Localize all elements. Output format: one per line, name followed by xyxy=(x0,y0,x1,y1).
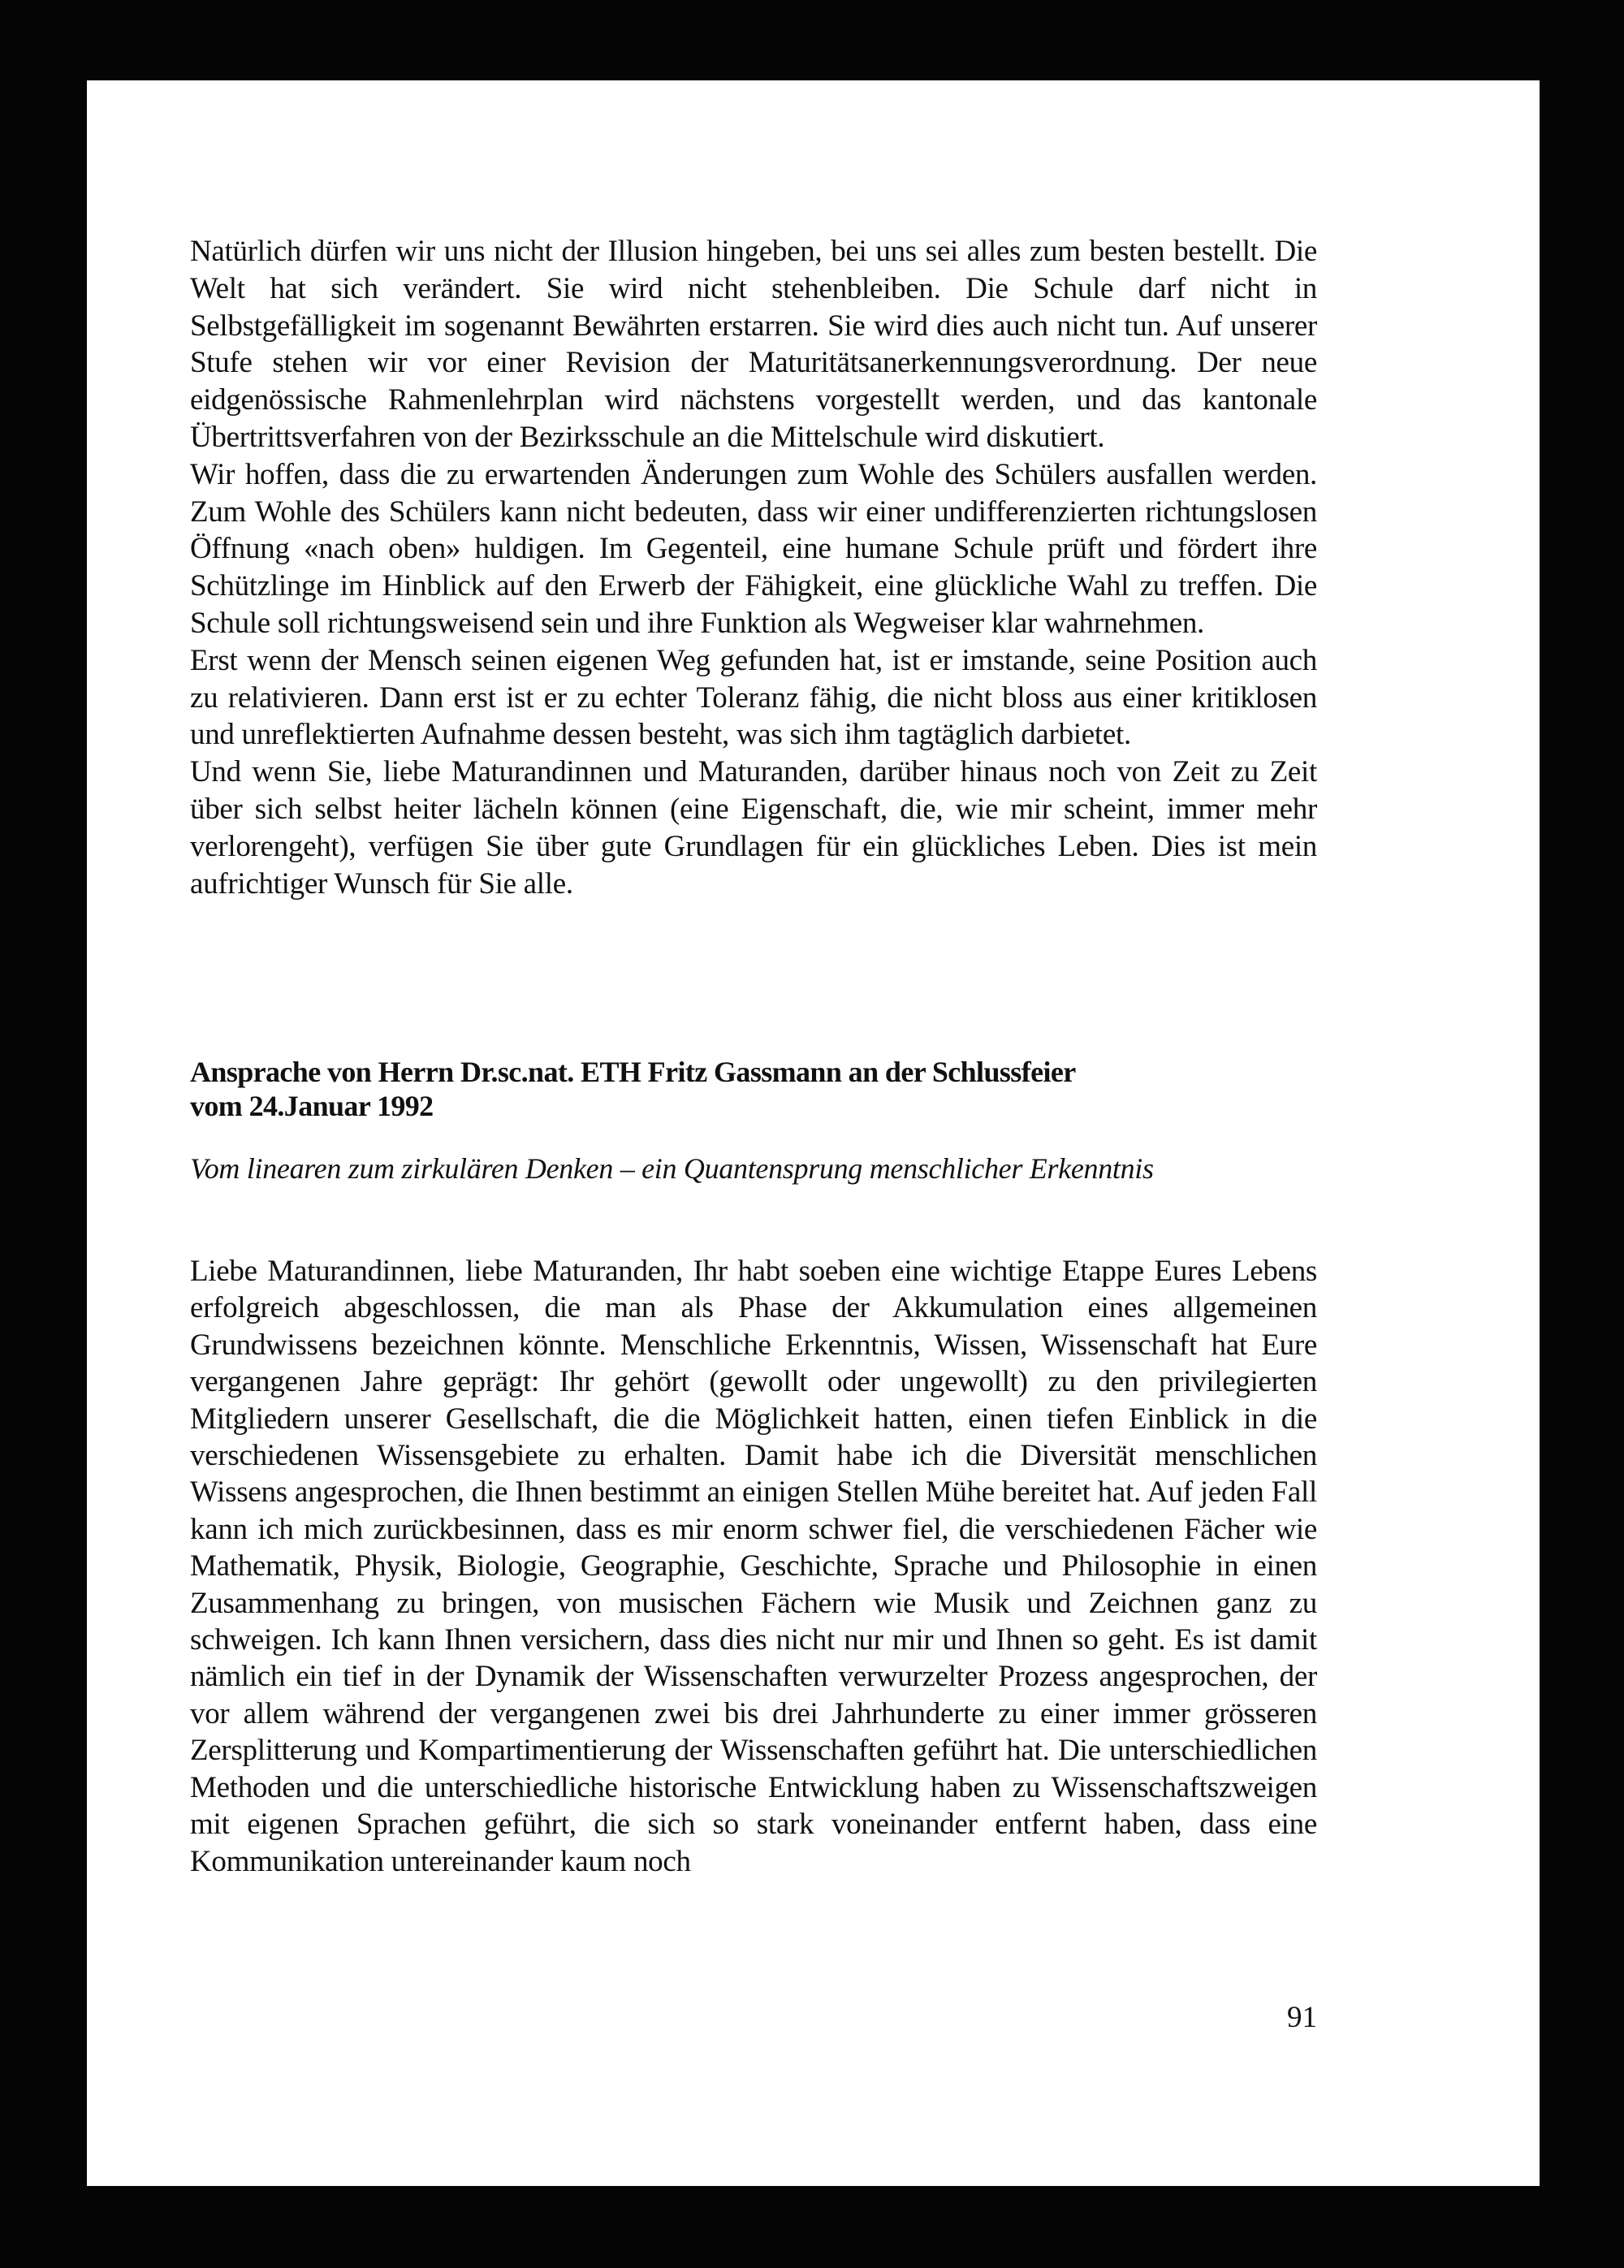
speech-body-section xyxy=(190,1253,1317,1880)
heading-line-1: Ansprache von Herrn Dr.sc.nat. ETH Fritz Gassmann an der Schlussfeier xyxy=(190,1056,1076,1088)
speech-closing-section xyxy=(190,233,1317,902)
paragraph-wish: Und wenn Sie, liebe Maturandinnen und Maturanden, darüber hinaus noch von Zeit zu Zeit über sich selbst heiter lächeln können (eine Eigenschaft, die, wie mir scheint, immer mehr verlorengeht), verfügen Sie über gute Grundlagen für ein glückliches Leben. Dies ist mein aufrichtiger Wunsch für Sie alle. xyxy=(190,755,1317,901)
paragraph-hope: Wir hoffen, dass die zu erwartenden Änderungen zum Wohle des Schülers ausfallen werden. Zum Wohle des Schülers kann nicht bedeuten, dass wir einer undifferenzierten richtungslosen Öffnung «nach oben» huldigen. Im Gegenteil, eine humane Schule prüft und fördert ihre Schützlinge im Hinblick auf den Erwerb der Fähigkeit, eine glückliche Wahl zu treffen. Die Schule soll richtungsweisend sein und ihre Funktion als Wegweiser klar wahrnehmen. xyxy=(190,457,1317,640)
paragraph-address: Liebe Maturandinnen, liebe Maturanden, Ihr habt soeben eine wichtige Etappe Eures Lebens erfolgreich abgeschlossen, die man als Phase der Akkumulation eines allgemeinen Grundwissens bezeichnen könnte. Menschliche Erkenntnis, Wissen, Wissenschaft hat Eure vergangenen Jahre geprägt: Ihr gehört (gewollt oder ungewollt) zu den privilegierten Mitgliedern unserer Gesellschaft, die die Möglichkeit hatten, einen tiefen Einblick in die verschiedenen Wissensgebiete zu erhalten. Damit habe ich die Diversität menschlichen Wissens angesprochen, die Ihnen bestimmt an einigen Stellen Mühe bereitet hat. Auf jeden Fall kann ich mich zurückbesinnen, dass es mir enorm schwer fiel, die verschiedenen Fächer wie Mathematik, Physik, Biologie, Geographie, Geschichte, Sprache und Philosophie in einen Zusammenhang zu bringen, von musischen Fächern wie Musik und Zeichnen ganz zu schweigen. Ich kann Ihnen versichern, dass dies nicht nur mir und Ihnen so geht. Es ist damit nämlich ein tief in der Dynamik der Wissenschaften verwurzelter Prozess angesprochen, der vor allem während der vergangenen zwei bis drei Jahrhunderte zu einer immer grösseren Zersplitterung und Kompartimentierung der Wissenschaften geführt hat. Die unterschiedlichen Methoden und die unterschiedliche historische Entwicklung haben zu Wissenschaftszweigen mit eigenen Sprachen geführt, die sich so stark voneinander entfernt haben, dass eine Kommunikation untereinander kaum noch xyxy=(190,1255,1317,1878)
paragraph-tolerance: Erst wenn der Mensch seinen eigenen Weg gefunden hat, ist er imstande, seine Position auch zu relativieren. Dann erst ist er zu echter Toleranz fähig, die nicht bloss aus einer kritiklosen und unreflektierten Aufnahme dessen besteht, was sich ihm tagtäglich darbietet. xyxy=(190,643,1317,752)
page-number: 91 xyxy=(1287,2001,1317,2034)
heading-line-2: vom 24.Januar 1992 xyxy=(190,1090,434,1122)
paragraph-revision: Natürlich dürfen wir uns nicht der Illusion hingeben, bei uns sei alles zum besten bestellt. Die Welt hat sich verändert. Sie wird nicht stehenbleiben. Die Schule darf nicht in Selbstgefälligkeit im sogenannt Bewährten erstarren. Sie wird dies auch nicht tun. Auf unserer Stufe stehen wir vor einer Revision der Maturitätsanerkennungsverordnung. Der neue eidgenössische Rahmenlehrplan wird nächstens vorgestellt werden, und das kantonale Übertrittsverfahren von der Bezirksschule an die Mittelschule wird diskutiert. xyxy=(190,235,1317,454)
document-page xyxy=(87,80,1540,2186)
section-heading xyxy=(190,1055,1317,1123)
section-subtitle: Vom linearen zum zirkulären Denken – ein Quantensprung menschlicher Erkenntnis xyxy=(190,1152,1154,1185)
